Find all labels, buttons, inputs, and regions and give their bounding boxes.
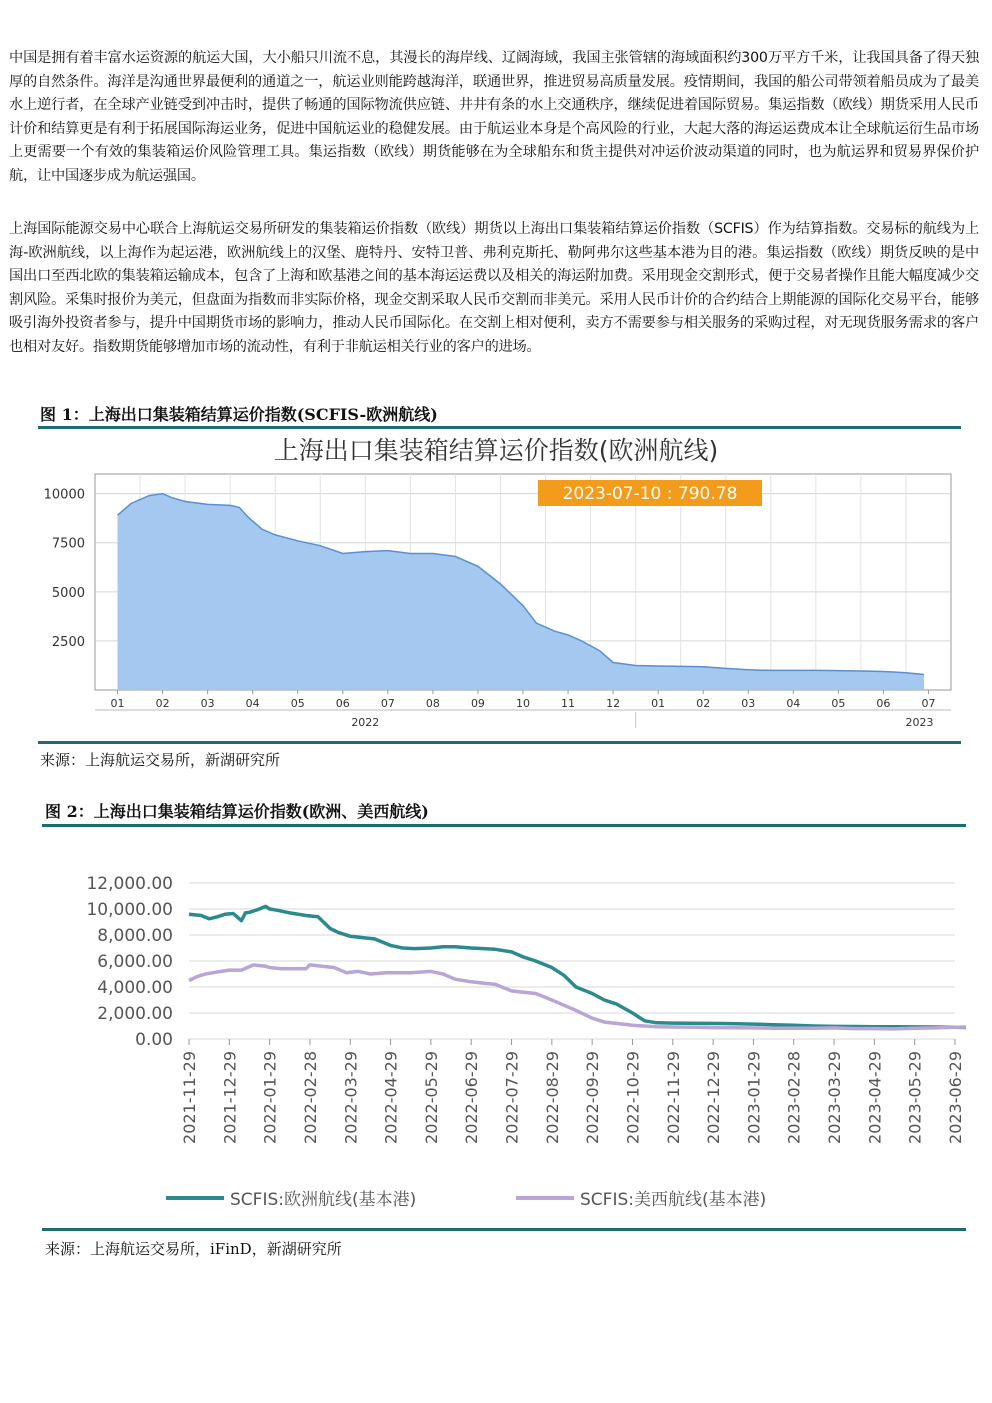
figure1-chart [30,429,960,741]
chart1-x-tick-label: 07 [921,697,936,710]
chart1-x-tick-label: 05 [831,697,846,710]
intro-paragraph-1: 中国是拥有着丰富水运资源的航运大国，大小船只川流不息，其漫长的海岸线、辽阔海域，我国主张管辖的海域面积约300万平方千米，让我国具备了得天独厚的自然条件。海洋是沟通世界最便利的通道之一，航运业则能跨越海洋，联通世界，推进贸易高质量发展。疫情期间，我国的船公司带领着船员成为了最美水上逆行者，在全球产业链受到冲击时，提供了畅通的国际物流供应链、井井有条的水上交通秩序，继续促进着国际贸易。集运指数（欧线）期货采用人民币计价和结算更是有利于拓展国际海运业务，促进中国航运业的稳健发展。由于航运业本身是个高风险的行业，大起大落的海运运费成本让全球航运衍生品市场上更需要一个有效的集装箱运价风险管理工具。集运指数（欧线）期货能够在为全球船东和货主提供对冲运价波动渠道的同时，也为航运界和贸易界保价护航，让中国逐步成为航运强国。 [9,50,979,184]
chart1-y-tick-label: 7500 [51,536,85,552]
chart2-legend [166,1190,766,1210]
legend-europe-label: SCFIS:欧洲航线(基本港) [230,1190,417,1210]
chart2-x-tick-label: 2022-03-29 [341,1051,361,1144]
chart1-x-tick-label: 06 [876,697,891,710]
chart2-y-tick-label: 4,000.00 [97,978,173,998]
chart2-x-tick-label: 2023-06-29 [946,1051,965,1144]
chart2-x-tick-label: 2022-04-29 [381,1051,401,1144]
figure1-bottom-rule [38,741,961,744]
chart2-grid [189,883,955,1039]
chart1-y-tick-label: 10000 [43,487,85,503]
chart2-x-tick-label: 2022-10-29 [623,1051,643,1144]
chart1-year-label: 2022 [351,716,380,729]
figure2-bottom-rule [42,1228,966,1231]
chart2-x-tick-label: 2021-11-29 [180,1051,199,1144]
chart1-x-tick-label: 05 [290,697,305,710]
chart2-x-tick-label: 2022-01-29 [260,1051,280,1144]
chart1-x-tick-label: 04 [245,697,260,710]
figure2-source: 来源：上海航运交易所，iFinD，新湖研究所 [45,1240,342,1258]
chart2-x-tick-label: 2022-11-29 [663,1051,683,1144]
chart2-y-tick-label: 0.00 [135,1030,173,1050]
chart1-x-tick-label: 04 [786,697,801,710]
chart2-y-tick-label: 12,000.00 [86,874,173,894]
chart1-year-label: 2023 [905,716,934,729]
chart2-y-tick-label: 6,000.00 [97,952,173,972]
chart2-lines [189,906,966,1029]
chart1-x-tick-label: 08 [425,697,440,710]
chart2-x-tick-label: 2023-04-29 [865,1051,885,1144]
chart2-x-tick-label: 2023-03-29 [825,1051,845,1144]
chart2-y-tick-label: 8,000.00 [97,926,173,946]
chart2-x-tick-label: 2022-09-29 [583,1051,603,1144]
chart2-x-tick-label: 2023-05-29 [905,1051,925,1144]
chart1-x-tick-label: 01 [651,697,666,710]
legend-uswest-label: SCFIS:美西航线(基本港) [580,1190,767,1210]
chart1-x-tick-label: 03 [741,697,756,710]
series-uswest-line [189,965,966,1029]
chart1-x-tick-label: 12 [606,697,621,710]
chart1-x-tick-label: 06 [335,697,350,710]
chart1-x-axis [95,690,951,729]
chart2-x-tick-label: 2022-05-29 [421,1051,441,1144]
chart2-x-tick-label: 2022-06-29 [462,1051,482,1144]
intro-paragraph-2: 上海国际能源交易中心联合上海航运交易所研发的集装箱运价指数（欧线）期货以上海出口集装箱结算运价指数（SCFIS）作为结算指数。交易标的航线为上海-欧洲航线，以上海作为起运港，欧洲航线上的汉堡、鹿特丹、安特卫普、弗利克斯托、勒阿弗尔这些基本港为目的港。集运指数（欧线）期货反映的是中国出口至西北欧的集装箱运输成本，包含了上海和欧基港之间的基本海运运费以及相关的海运附加费。采用现金交割形式，便于交易者操作且能大幅度减少交割风险。采集时报价为美元，但盘面为指数而非实际价格，现金交割采取人民币交割而非美元。采用人民币计价的合约结合上期能源的国际化交易平台，能够吸引海外投资者参与，提升中国期货市场的影响力，推动人民币国际化。在交割上相对便利，卖方不需要参与相关服务的采购过程，对无现货服务需求的客户也相对友好。指数期货能够增加市场的流动性，有利于非航运相关行业的客户的进场。 [9,221,979,355]
figure2-chart [42,828,966,1228]
chart2-x-axis [180,1039,965,1144]
chart2-x-tick-label: 2022-07-29 [502,1051,522,1144]
chart1-y-tick-label: 2500 [51,634,85,650]
chart1-x-tick-label: 03 [200,697,215,710]
chart2-x-tick-label: 2023-02-28 [784,1051,804,1144]
chart1-x-tick-label: 02 [696,697,711,710]
chart2-y-tick-label: 2,000.00 [97,1004,173,1024]
chart1-x-tick-label: 07 [380,697,395,710]
chart2-y-tick-label: 10,000.00 [86,900,173,920]
chart2-x-tick-label: 2022-12-29 [704,1051,724,1144]
chart1-y-axis [44,488,85,650]
chart1-x-tick-label: 02 [155,697,170,710]
chart2-x-tick-label: 2022-08-29 [542,1051,562,1144]
chart1-x-tick-label: 01 [110,697,125,710]
figure1-caption: 图 1：上海出口集装箱结算运价指数(SCFIS-欧洲航线) [40,405,438,424]
chart1-annotation: 2023-07-10 : 790.78 [562,484,738,504]
chart2-x-tick-label: 2021-12-29 [220,1051,240,1144]
chart1-x-tick-label: 10 [516,697,530,710]
chart1-title: 上海出口集装箱结算运价指数(欧洲航线) [273,436,719,465]
chart1-y-tick-label: 5000 [51,585,85,601]
chart2-x-tick-label: 2023-01-29 [744,1051,764,1144]
figure2-caption: 图 2：上海出口集装箱结算运价指数(欧洲、美西航线) [45,802,429,821]
figure1-source: 来源：上海航运交易所，新湖研究所 [40,751,281,769]
chart1-x-tick-label: 11 [561,697,576,710]
chart1-x-tick-label: 09 [470,697,485,710]
chart2-x-tick-label: 2022-02-28 [300,1051,320,1144]
figure2-top-rule [42,824,966,827]
chart2-y-axis [86,874,173,1050]
